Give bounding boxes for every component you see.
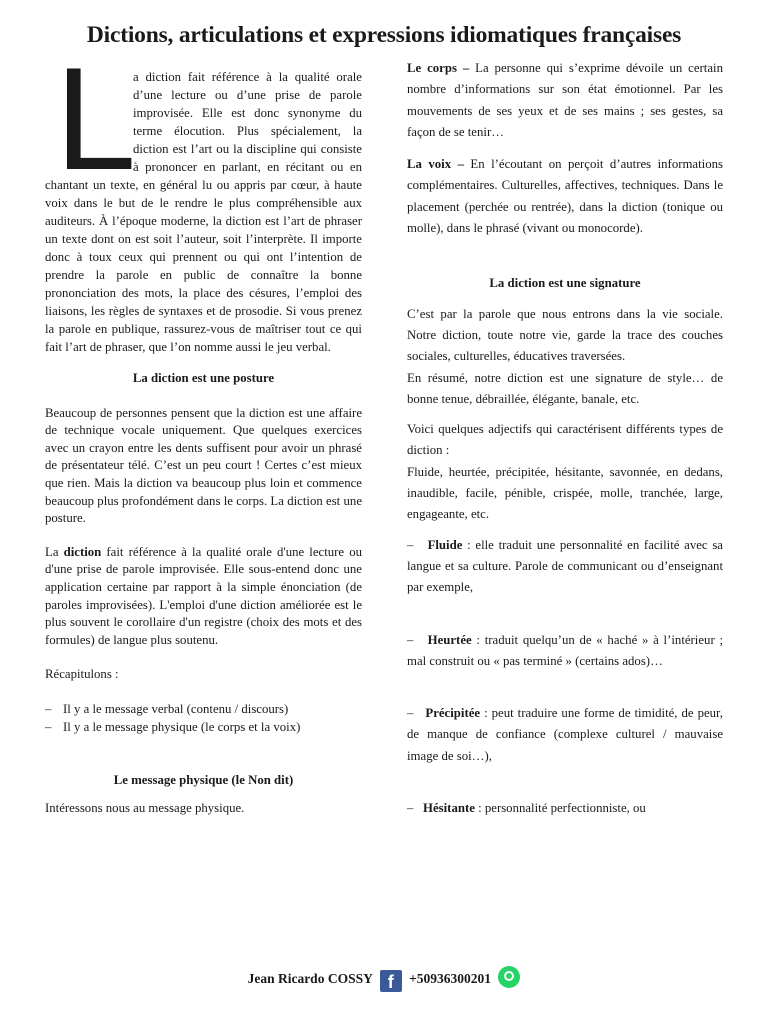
section-heading-signature: La diction est une signature	[489, 276, 641, 291]
paragraph-corps: Le corps – La personne qui s’exprime dévoile un certain nombre d’informations sur son état émotionnel. Par les mouvements de ses yeux et de ses mains ; ses gestes, sa façon de se tenir…	[407, 61, 723, 139]
item-precipitee: – Précipitée : peut traduire une forme de timidité, de peur, de manque de confiance (complexe culturel / mauvaise image de soi…),	[407, 706, 723, 763]
paragraph-diction-definition: La diction fait référence à la qualité orale d'une lecture ou d'une prise de parole improvisée. Elle sous-entend donc une application certaine par rapport à la simple énonciation (de paroles improvisées). L'emploi d'une diction améliorée est le plus souvent le corollaire d'un registre (choix des mots et des formules) de langue plus soutenu.	[45, 544, 362, 647]
author-name: Jean Ricardo COSSY	[247, 971, 373, 986]
item-heurtee: – Heurtée : traduit quelqu’un de « haché » à l’intérieur ; mal construit ou « pas terminé » (certains ados)…	[407, 632, 723, 668]
recap-list	[45, 701, 362, 736]
intro-paragraph: L a diction fait référence à la qualité orale d’une lecture ou d’une prise de parole improvisée. Elle est donc synonyme du terme élocution. Plus spécialement, la diction est l’art ou la discipline qui consiste à prononcer en parlant, en récitant ou en chantant un texte, en général lu ou appris par cœur, à haute voix dans le but de le rendre le plus compréhensible aux auditeurs. À l’époque moderne, la diction est l’art de phraser un texte dont on est soit l’auteur, soit l’interprète. Il importe donc à toux ceux qui prennent ou qui ont l’intention de prendre la parole en public de connaître la bonne prononciation des mots, la place des césures, l’emploi des liaisons, les règles de syntaxes et de prosodie. Si vous prenez la parole en publique, rassurez-vous de maîtriser tout ce qui fait l’art de phraser, que l’on nomme aussi le jeu verbal.	[45, 37, 362, 354]
item-fluide: – Fluide : elle traduit une personnalité en facilité avec sa langue et sa culture. Parole de communicant ou d’enseignant par exemple,	[407, 537, 723, 595]
facebook-icon: f	[380, 970, 402, 992]
item-hesitante: – Hésitante : personnalité perfectionniste, ou	[407, 801, 646, 816]
paragraph-summary: En résumé, notre diction est une signature de style… de bonne tenue, débraillée, élégante, banale, etc.	[407, 370, 723, 406]
paragraph-adjectives-list: Fluide, heurtée, précipitée, hésitante, savonnée, en dedans, inaudible, facile, pénible, crispée, molle, tranchée, large, engageante, etc.	[407, 464, 723, 522]
left-column	[45, 37, 362, 817]
page-title: Dictions, articulations et expressions idiomatiques françaises	[86, 22, 682, 48]
recap-label: Récapitulons :	[45, 667, 119, 682]
footer	[0, 966, 768, 992]
section-heading-posture: La diction est une posture	[132, 371, 275, 385]
phone-number: +50936300201	[409, 971, 492, 986]
paragraph-posture: Beaucoup de personnes pensent que la diction est une affaire de technique vocale uniquement. Que quelques exercices avec un crayon entre les dents suffisent pour avoir un phrasé de présentateur télé. C’est un peu court ! Certes c’est mieux que rien. Mais la diction va beaucoup plus loin et commence beaucoup plus profondément dans le corps. La diction est une posture.	[45, 405, 362, 526]
list-item: – Il y a le message verbal (contenu / discours)	[45, 701, 289, 716]
list-item: – Il y a le message physique (le corps et la voix)	[45, 719, 301, 734]
right-column	[407, 58, 723, 819]
paragraph-adjectives-intro: Voici quelques adjectifs qui caractérisent différents types de diction :	[407, 422, 723, 458]
paragraph-voix: La voix – En l’écoutant on perçoit d’autres informations complémentaires. Culturelles, affectives, techniques. Dans le placement (perchée ou rentrée), dans la diction (tonique ou molle), dans le phrasé (vivant ou monocorde).	[407, 157, 723, 236]
section-heading-message: Le message physique (le Non dit)	[113, 773, 294, 788]
paragraph-signature: C’est par la parole que nous entrons dans la vie sociale. Notre diction, toute notre vie, garde la trace des couches sociales, culturelles, éducatives traversées.	[407, 306, 723, 364]
drop-cap: L	[55, 37, 137, 200]
whatsapp-icon	[498, 966, 520, 988]
paragraph-message: Intéressons nous au message physique.	[45, 800, 245, 815]
